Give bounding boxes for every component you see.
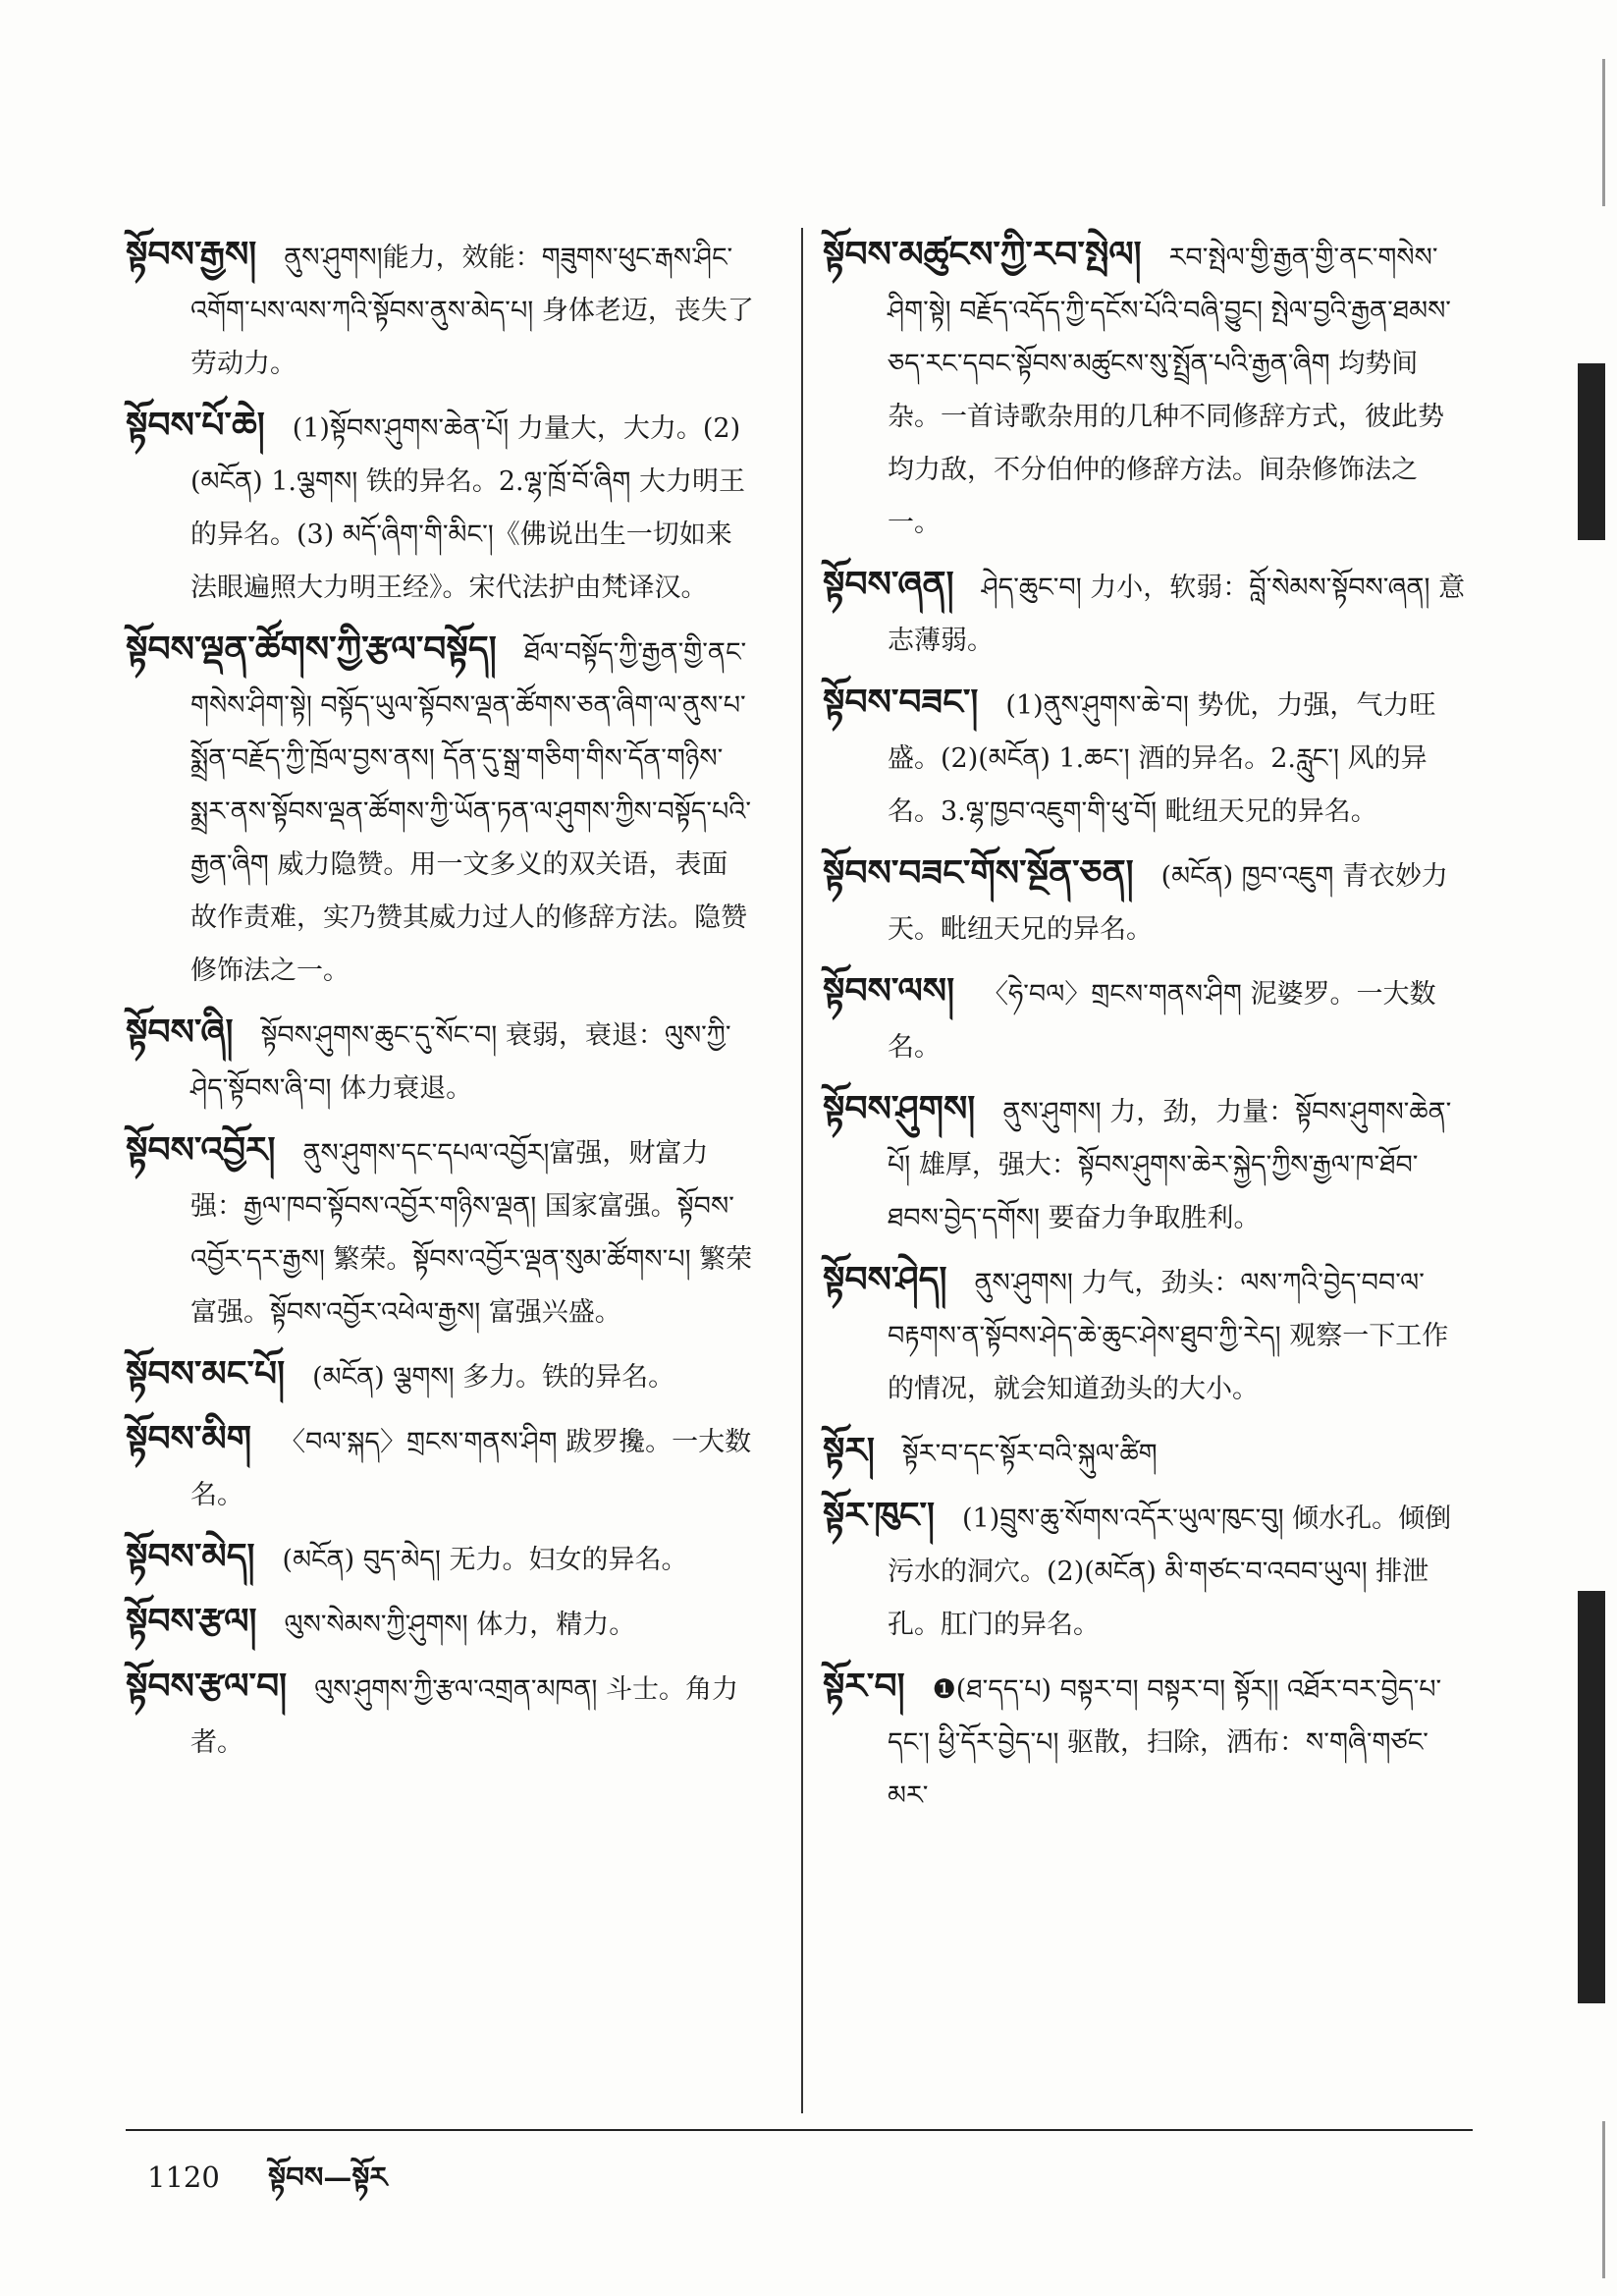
- footer-rule: [126, 2129, 1473, 2131]
- definition: (མངོན) ལྕགས། 多力。铁的异名。: [312, 1362, 675, 1393]
- headword: སྟོར་ཁུང་།: [823, 1495, 936, 1536]
- dictionary-entry: [126, 1123, 754, 1339]
- page-number: 1120: [147, 2160, 220, 2194]
- dictionary-entry: [823, 1424, 1469, 1481]
- headword: སྟོབས་འབྱོར།: [126, 1129, 276, 1171]
- headword: སྟོབས་རྩལ་བ།: [126, 1666, 288, 1707]
- headword: སྟོབས་ཤེད།: [823, 1259, 947, 1300]
- definition: 〈ཧེ་བལ〉གྲངས་གནས་ཤིག 泥婆罗。一大数名。: [888, 979, 1436, 1063]
- headword: སྟོབས་པོ་ཆེ།: [126, 405, 265, 446]
- headword: སྟོབས་མེད།: [126, 1536, 255, 1577]
- right-column: [823, 228, 1469, 1831]
- headword: སྟོབས་རྩལ།: [126, 1601, 257, 1642]
- edge-mark: [1602, 2121, 1605, 2278]
- dictionary-entry: [126, 623, 754, 998]
- dictionary-entry: [823, 228, 1469, 550]
- definition: (1)བྲུས་ཆུ་སོགས་འདོར་ཡུལ་ཁུང་བུ། 倾水孔。倾倒污水的洞穴。(2)(མངོན) མི་གཙང་བ་འབབ་ཡུལ། 排泄孔。肛门的异名。: [888, 1503, 1452, 1640]
- dictionary-entry: [126, 1347, 754, 1404]
- dictionary-entry: [823, 964, 1469, 1074]
- headword: སྟོར།: [823, 1430, 875, 1471]
- dictionary-entry: [823, 676, 1469, 839]
- headword: སྟོབས་བཟང་གོས་སྔོན་ཅན།: [823, 852, 1134, 894]
- dictionary-entry: [126, 228, 754, 391]
- dictionary-entry: [823, 558, 1469, 668]
- definition: ཤེད་ཆུང་བ། 力小，软弱：བློ་སེམས་སྟོབས་ཞན། 意志薄弱。: [888, 573, 1466, 656]
- headword: སྟོབས་ལྡན་ཚོགས་ཀྱི་རྩལ་བསྟོད།: [126, 629, 497, 670]
- dictionary-entry: [823, 1082, 1469, 1245]
- dictionary-entry: [823, 1660, 1469, 1823]
- page-footer: [147, 2146, 388, 2226]
- headword: སྟོབས་ཞི།: [126, 1011, 234, 1053]
- edge-mark: [1602, 59, 1605, 206]
- dictionary-entry: [126, 1595, 754, 1652]
- edge-mark: [1578, 363, 1605, 540]
- headword: སྟོབས་མཚུངས་ཀྱི་རབ་སྤེལ།: [823, 234, 1142, 275]
- definition: (1)སྟོབས་ཤུགས་ཆེན་པོ། 力量大，大力。(2)(མངོན) 1.ལྕགས། 铁的异名。2.ལྷ་ཁྲོ་བོ་ཞིག 大力明王的异名。(3) མདོ་ཞིག་གི་མིང་།《佛说出生一切如来法眼遍照大力明王经》。宋代法护由梵译汉。: [190, 413, 746, 603]
- definition: (མངོན) ཁྱབ་འཇུག 青衣妙力天。毗纽天兄的异名。: [888, 861, 1448, 945]
- definition: ❶(ཐ་དད་པ) བསྟར་བ། བསྟར་བ། སྟོར།། འཐོར་བར་བྱེད་པ་དང་། ཕྱི་དོར་བྱེད་པ། 驱散，扫除，洒布：ས་གཞི་གཙང་མར་: [888, 1674, 1442, 1811]
- dictionary-entry: [823, 847, 1469, 957]
- definition: ནུས་ཤུགས། 力气，劲头：ལས་ཀའི་བྱེད་བབ་ལ་བརྟགས་ན་སྟོབས་ཤེད་ཆེ་ཆུང་ཤེས་ཐུབ་ཀྱི་རེད། 观察一下工作的情况，就会知道劲头的大小。: [888, 1268, 1449, 1404]
- definition: རབ་སྤེལ་གྱི་རྒྱན་གྱི་ནང་གསེས་ཤིག་སྟེ། བརྗོད་འདོད་ཀྱི་དངོས་པོའི་བཞི་བྱུང། སྤེལ་བྱའི་རྒྱན་ཐམས་ཅད་རང་དབང་སྟོབས་མཚུངས་སུ་སྤྲོན་པའི་རྒྱན་ཞིག 均势间杂。一首诗歌杂用的几种不同修辞方式，彼此势均力敌，不分伯仲的修辞方法。间杂修饰法之一。: [888, 243, 1451, 538]
- definition: སྟོབས་ཤུགས་ཆུང་དུ་སོང་བ། 衰弱，衰退：ལུས་ཀྱི་ཤེད་སྟོབས་ཞི་བ། 体力衰退。: [190, 1020, 731, 1104]
- headword: སྟོར་བ།: [823, 1666, 905, 1707]
- column-divider: [801, 228, 803, 2113]
- definition: ལུས་ཤུགས་ཀྱི་རྩལ་འགྲན་མཁན། 斗士。角力者。: [190, 1674, 738, 1758]
- definition: (1)ནུས་ཤུགས་ཆེ་བ། 势优，力强，气力旺盛。(2)(མངོན) 1.ཆང་། 酒的异名。2.རླུང་། 风的异名。3.ལྷ་ཁྱབ་འཇུག་གི་ཕུ་བོ། 毗纽天兄的异名。: [888, 690, 1436, 827]
- running-head: སྟོབས—སྟོར: [268, 2160, 388, 2194]
- headword: སྟོབས་མང་པོ།: [126, 1353, 286, 1394]
- left-column: [126, 228, 754, 1777]
- definition: 〈བལ་སྐད〉གྲངས་གནས་ཤིག 跋罗攙。一大数名。: [190, 1427, 752, 1510]
- definition: ལུས་སེམས་ཀྱི་ཤུགས། 体力，精力。: [284, 1610, 636, 1640]
- dictionary-entry: [126, 1530, 754, 1587]
- definition: ནུས་ཤུགས། 力，劲，力量：སྟོབས་ཤུགས་ཆེན་པོ། 雄厚，强大：སྟོབས་ཤུགས་ཆེར་སྐྱེད་ཀྱིས་རྒྱལ་ཁ་ཐོབ་ཐབས་བྱེད་དགོས། 要奋力争取胜利。: [888, 1097, 1452, 1233]
- dictionary-entry: [823, 1253, 1469, 1416]
- headword: སྟོབས་ལས།: [823, 970, 955, 1011]
- headword: སྟོབས་བཟང་།: [823, 682, 979, 723]
- headword: སྟོབས་ཤུགས།: [823, 1088, 976, 1129]
- definition: སྟོར་བ་དང་སྟོར་བའི་སྐུལ་ཚིག: [901, 1439, 1158, 1469]
- headword: སྟོབས་མིག: [126, 1418, 252, 1459]
- dictionary-entry: [823, 1489, 1469, 1652]
- edge-mark: [1578, 1591, 1605, 2003]
- dictionary-entry: [126, 1660, 754, 1770]
- scan-edge-marks: [1558, 0, 1617, 2296]
- headword: སྟོབས་རྒྱས།: [126, 234, 257, 275]
- dictionary-entry: [126, 1006, 754, 1116]
- dictionary-entry: [126, 399, 754, 615]
- definition: ནུས་ཤུགས་དང་དཔལ་འབྱོར།富强，财富力强：རྒྱལ་ཁབ་སྟོབས་འབྱོར་གཉིས་ལྡན། 国家富强。སྟོབས་འབྱོར་དར་རྒྱས། 繁荣。སྟོབས་འབྱོར་ལྡན་སུམ་ཚོགས་པ། 繁荣富强。སྟོབས་འབྱོར་འཕེལ་རྒྱས། 富强兴盛。: [190, 1138, 753, 1328]
- definition: ནུས་ཤུགས།能力，效能：གཟུགས་ཕུང་རྒས་ཤིང་འགོག་པས་ལས་ཀའི་སྟོབས་ནུས་མེད་པ། 身体老迈，丧失了劳动力。: [190, 243, 754, 379]
- definition: ཐོལ་བསྟོད་ཀྱི་རྒྱན་གྱི་ནང་གསེས་ཤིག་སྟེ། བསྟོད་ཡུལ་སྟོབས་ལྡན་ཚོགས་ཅན་ཞིག་ལ་ནུས་པ་སྨྲོན་བརྗོད་ཀྱི་ཁྲོལ་བྱས་ནས། དོན་དུ་སྒྲ་གཅིག་གིས་དོན་གཉིས་སྨྲར་ནས་སྟོབས་ལྡན་ཚོགས་ཀྱི་ཡོན་ཏན་ལ་ཤུགས་ཀྱིས་བསྟོད་པའི་རྒྱན་ཞིག 威力隐赞。用一文多义的双关语，表面故作责难，实乃赞其威力过人的修辞方法。隐赞修饰法之一。: [190, 637, 751, 986]
- dictionary-entry: [126, 1412, 754, 1522]
- definition: (མངོན) བུད་མེད། 无力。妇女的异名。: [282, 1545, 688, 1575]
- headword: སྟོབས་ཞན།: [823, 564, 954, 605]
